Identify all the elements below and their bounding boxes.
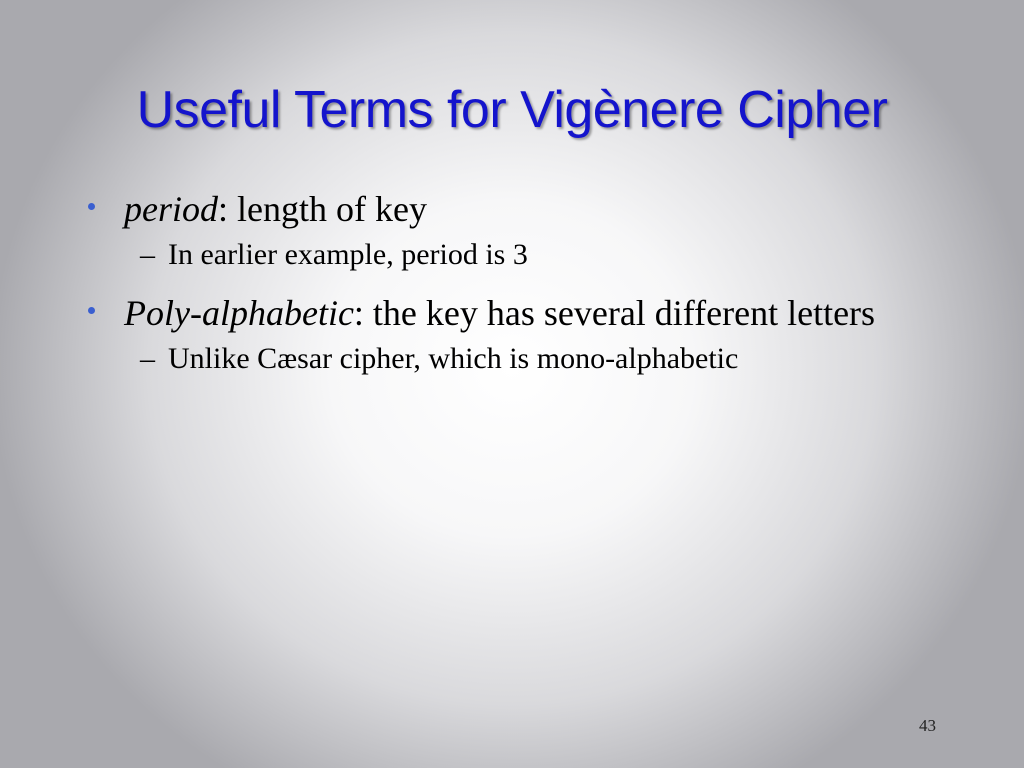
slide-title: Useful Terms for Vigènere Cipher xyxy=(136,81,888,139)
sub-bullet-poly-alphabetic xyxy=(88,340,988,378)
term-period: period xyxy=(124,189,218,229)
dash-icon: – xyxy=(140,238,155,271)
bullet-item-period xyxy=(88,188,988,230)
bullet-item-poly-alphabetic xyxy=(88,292,988,334)
sub-bullet-text: In earlier example, period is 3 xyxy=(168,238,528,271)
dash-icon: – xyxy=(140,342,155,375)
sub-bullet-text: Unlike Cæsar cipher, which is mono-alphabetic xyxy=(168,342,739,375)
bullet-dot-icon xyxy=(88,307,95,314)
definition-poly-alphabetic: : the key has several different letters xyxy=(353,293,876,333)
term-poly-alphabetic: Poly-alphabetic xyxy=(124,293,354,333)
bullet-dot-icon xyxy=(88,203,95,210)
page-number: 43 xyxy=(919,716,936,735)
sub-bullet-period xyxy=(88,236,988,274)
definition-period: : length of key xyxy=(218,189,427,229)
bullet-list xyxy=(88,188,988,396)
